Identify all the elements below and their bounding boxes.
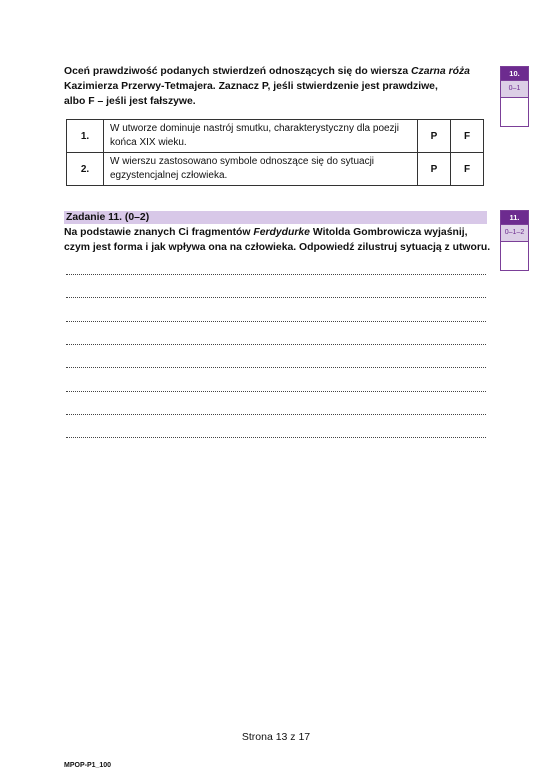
answer-line[interactable] xyxy=(66,437,486,438)
option-false[interactable]: F xyxy=(451,153,484,186)
answer-line[interactable] xyxy=(66,391,486,392)
answer-line[interactable] xyxy=(66,367,486,368)
answer-line[interactable] xyxy=(66,344,486,345)
option-true[interactable]: P xyxy=(418,120,451,153)
page-number: Strona 13 z 17 xyxy=(241,731,311,743)
statement-text: W utworze dominuje nastrój smutku, charakterystyczny dla poezji końca XIX wieku. xyxy=(104,120,418,153)
instruction-line-2: Kazimierza Przerwy-Tetmajera. Zaznacz P, jeśli stwierdzenie jest prawdziwe, xyxy=(64,81,438,92)
answer-line[interactable] xyxy=(66,321,486,322)
prompt-line-2: czym jest forma i jak wpływa ona na człowieka. Odpowiedź zilustruj sytuacją z utworu. xyxy=(64,242,491,253)
score-entry-box[interactable] xyxy=(501,241,528,270)
score-label: 10. xyxy=(501,67,528,80)
exam-code: MPOP-P1_100 xyxy=(64,762,112,769)
score-box-10 xyxy=(500,66,529,127)
instruction-line-1: Oceń prawdziwość podanych stwierdzeń odnoszących się do wiersza Czarna róża xyxy=(64,66,470,77)
score-range: 0–1–2 xyxy=(501,224,528,241)
score-entry-box[interactable] xyxy=(501,97,528,126)
answer-line[interactable] xyxy=(66,274,486,275)
true-false-table xyxy=(66,119,484,186)
novel-title: Ferdydurke xyxy=(253,227,310,238)
table-row xyxy=(67,120,484,153)
score-box-11 xyxy=(500,210,529,271)
score-label: 11. xyxy=(501,211,528,224)
instruction-line-3: albo F – jeśli jest fałszywe. xyxy=(64,96,196,107)
statement-text: W wierszu zastosowano symbole odnoszące się do sytuacji egzystencjalnej człowieka. xyxy=(104,153,418,186)
task-11-heading: Zadanie 11. (0–2) xyxy=(64,211,487,224)
option-true[interactable]: P xyxy=(418,153,451,186)
option-false[interactable]: F xyxy=(451,120,484,153)
statement-number: 2. xyxy=(67,153,104,186)
task-11-prompt xyxy=(64,225,494,255)
answer-line[interactable] xyxy=(66,414,486,415)
table-row xyxy=(67,153,484,186)
prompt-line-1: Na podstawie znanych Ci fragmentów Ferdydurke Witolda Gombrowicza wyjaśnij, xyxy=(64,227,468,238)
poem-title: Czarna róża xyxy=(411,66,470,77)
score-range: 0–1 xyxy=(501,80,528,97)
question-10-instruction xyxy=(64,64,484,109)
answer-line[interactable] xyxy=(66,297,486,298)
statement-number: 1. xyxy=(67,120,104,153)
